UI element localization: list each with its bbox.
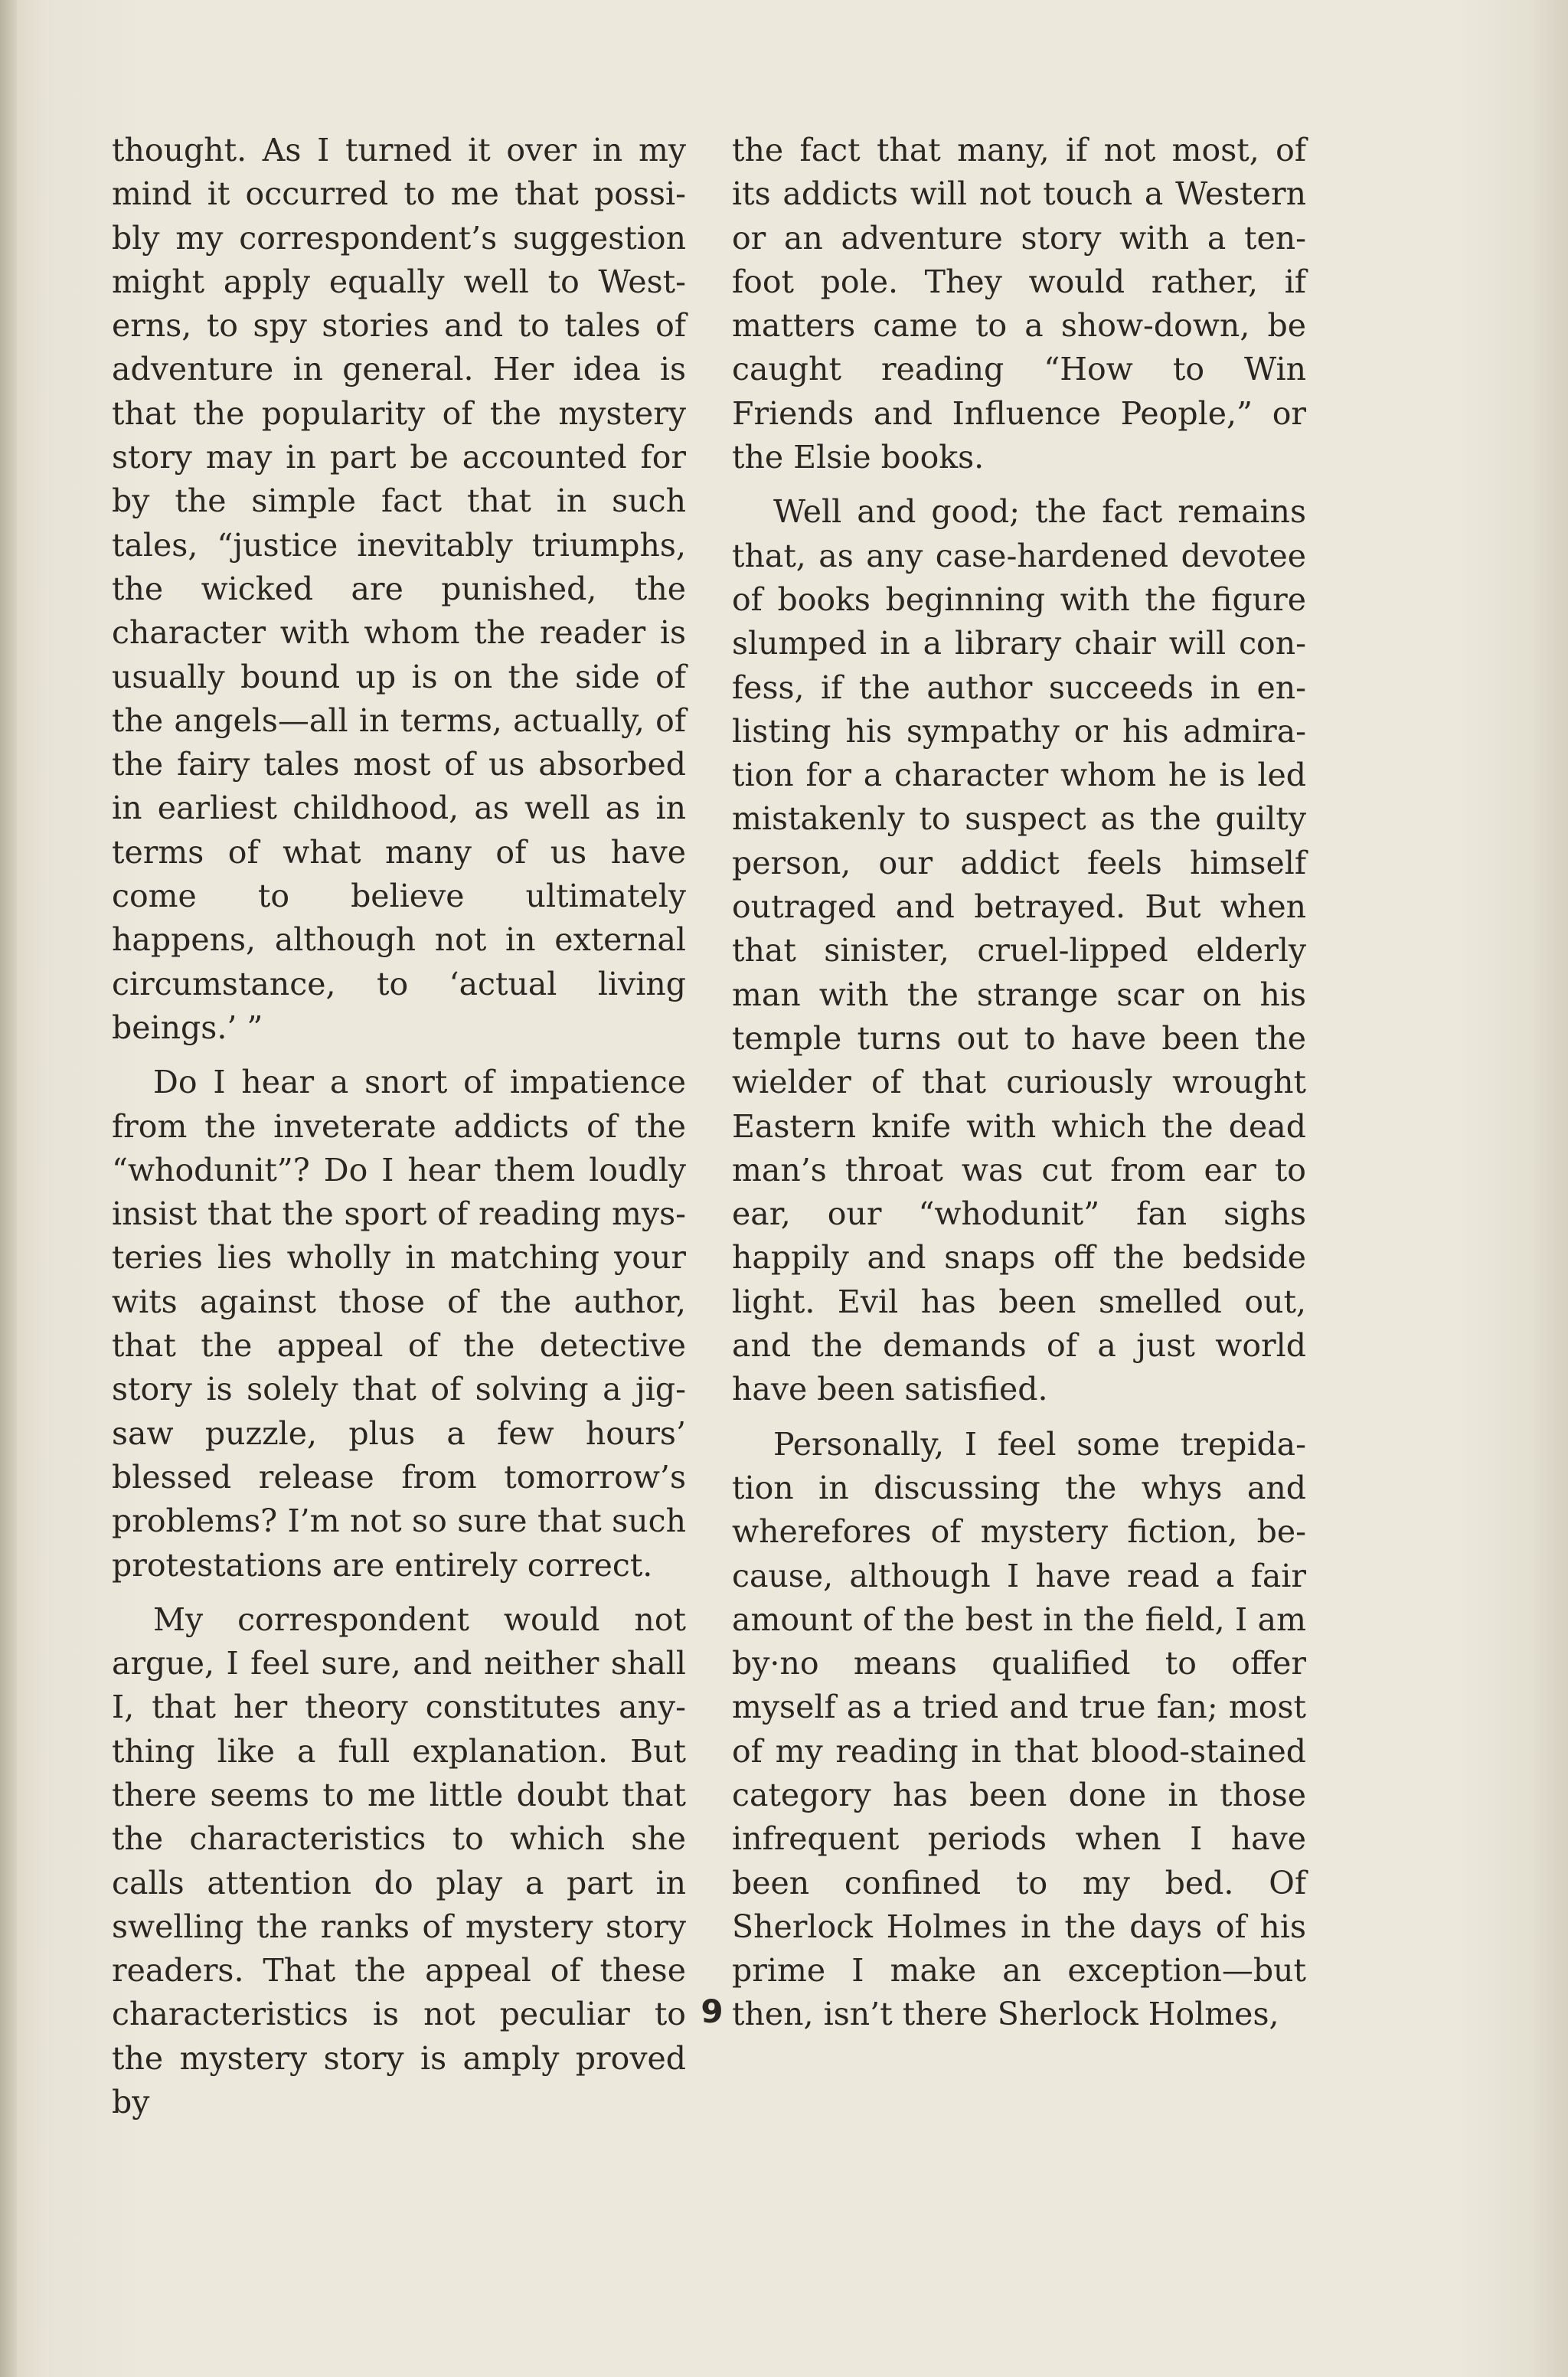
left-text-column — [112, 129, 686, 2124]
paragraph-left-3: My correspondent would not argue, I feel sure, and neither shall I, that her theory constitutes anything like a full explanation. But there seems to me little doubt that the characteristics to which she calls attention do play a part in swelling the ranks of mystery story readers. That the appeal of these characteristics is not peculiar to the mystery story is amply proved by — [112, 1600, 686, 2121]
right-text-column — [732, 129, 1306, 2037]
paragraph-right-1: the fact that many, if not most, of its addicts will not touch a Western or an adventure story with a ten-foot pole. They would rather, if matters came to a show-down, be caught reading “How to Win Friends and Influence People,” or the Elsie books. — [732, 132, 1306, 476]
paragraph-right-2: Well and good; the fact remains that, as any case-hardened devotee of books beginning with the figure slumped in a library chair will confess, if the author succeeds in enlisting his sympathy or his admiration for a character whom he is led mistakenly to suspect as the guilty person, our addict feels himself outraged and betrayed. But when that sinister, cruel-lipped elderly man with the strange scar on his temple turns out to have been the wielder of that curiously wrought Eastern knife with which the dead man’s throat was cut from ear to ear, our “whodunit” fan sighs happily and snaps off the bedside light. Evil has been smelled out, and the demands of a just world have been satisfied. — [732, 493, 1306, 1408]
paragraph-right-3: Personally, I feel some trepidation in discussing the whys and wherefores of mystery fiction, because, although I have read a fair amount of the best in the field, I am by·no means qualified to offer myself as a tried and true fan; most of my reading in that blood-stained category has been done in those infrequent periods when I have been confined to my bed. Of Sherlock Holmes in the days of his prime I make an exception—but then, isn’t there Sherlock Holmes, — [732, 1425, 1306, 2033]
page-number: 9 — [701, 1993, 724, 2030]
paragraph-left-2: Do I hear a snort of impatience from the inveterate addicts of the “whodunit”? Do I hear them loudly insist that the sport of reading mysteries lies wholly in matching your wits against those of the author, that the appeal of the detective story is solely that of solving a jigsaw puzzle, plus a few hours’ blessed release from tomorrow’s problems? I’m not so sure that such protestations are entirely correct. — [112, 1064, 686, 1584]
paragraph-left-1: thought. As I turned it over in my mind it occurred to me that possibly my correspondent’s suggestion might apply equally well to Westerns, to spy stories and to tales of adventure in general. Her idea is that the popularity of the mystery story may in part be accounted for by the simple fact that in such tales, “justice inevitably triumphs, the wicked are punished, the character with whom the reader is usually bound up is on the side of the angels—all in terms, actually, of the fairy tales most of us absorbed in earliest childhood, as well as in terms of what many of us have come to believe ultimately happens, although not in external circumstance, to ‘actual living beings.’ ” — [112, 132, 686, 1046]
page-gutter-edge — [0, 0, 17, 2377]
